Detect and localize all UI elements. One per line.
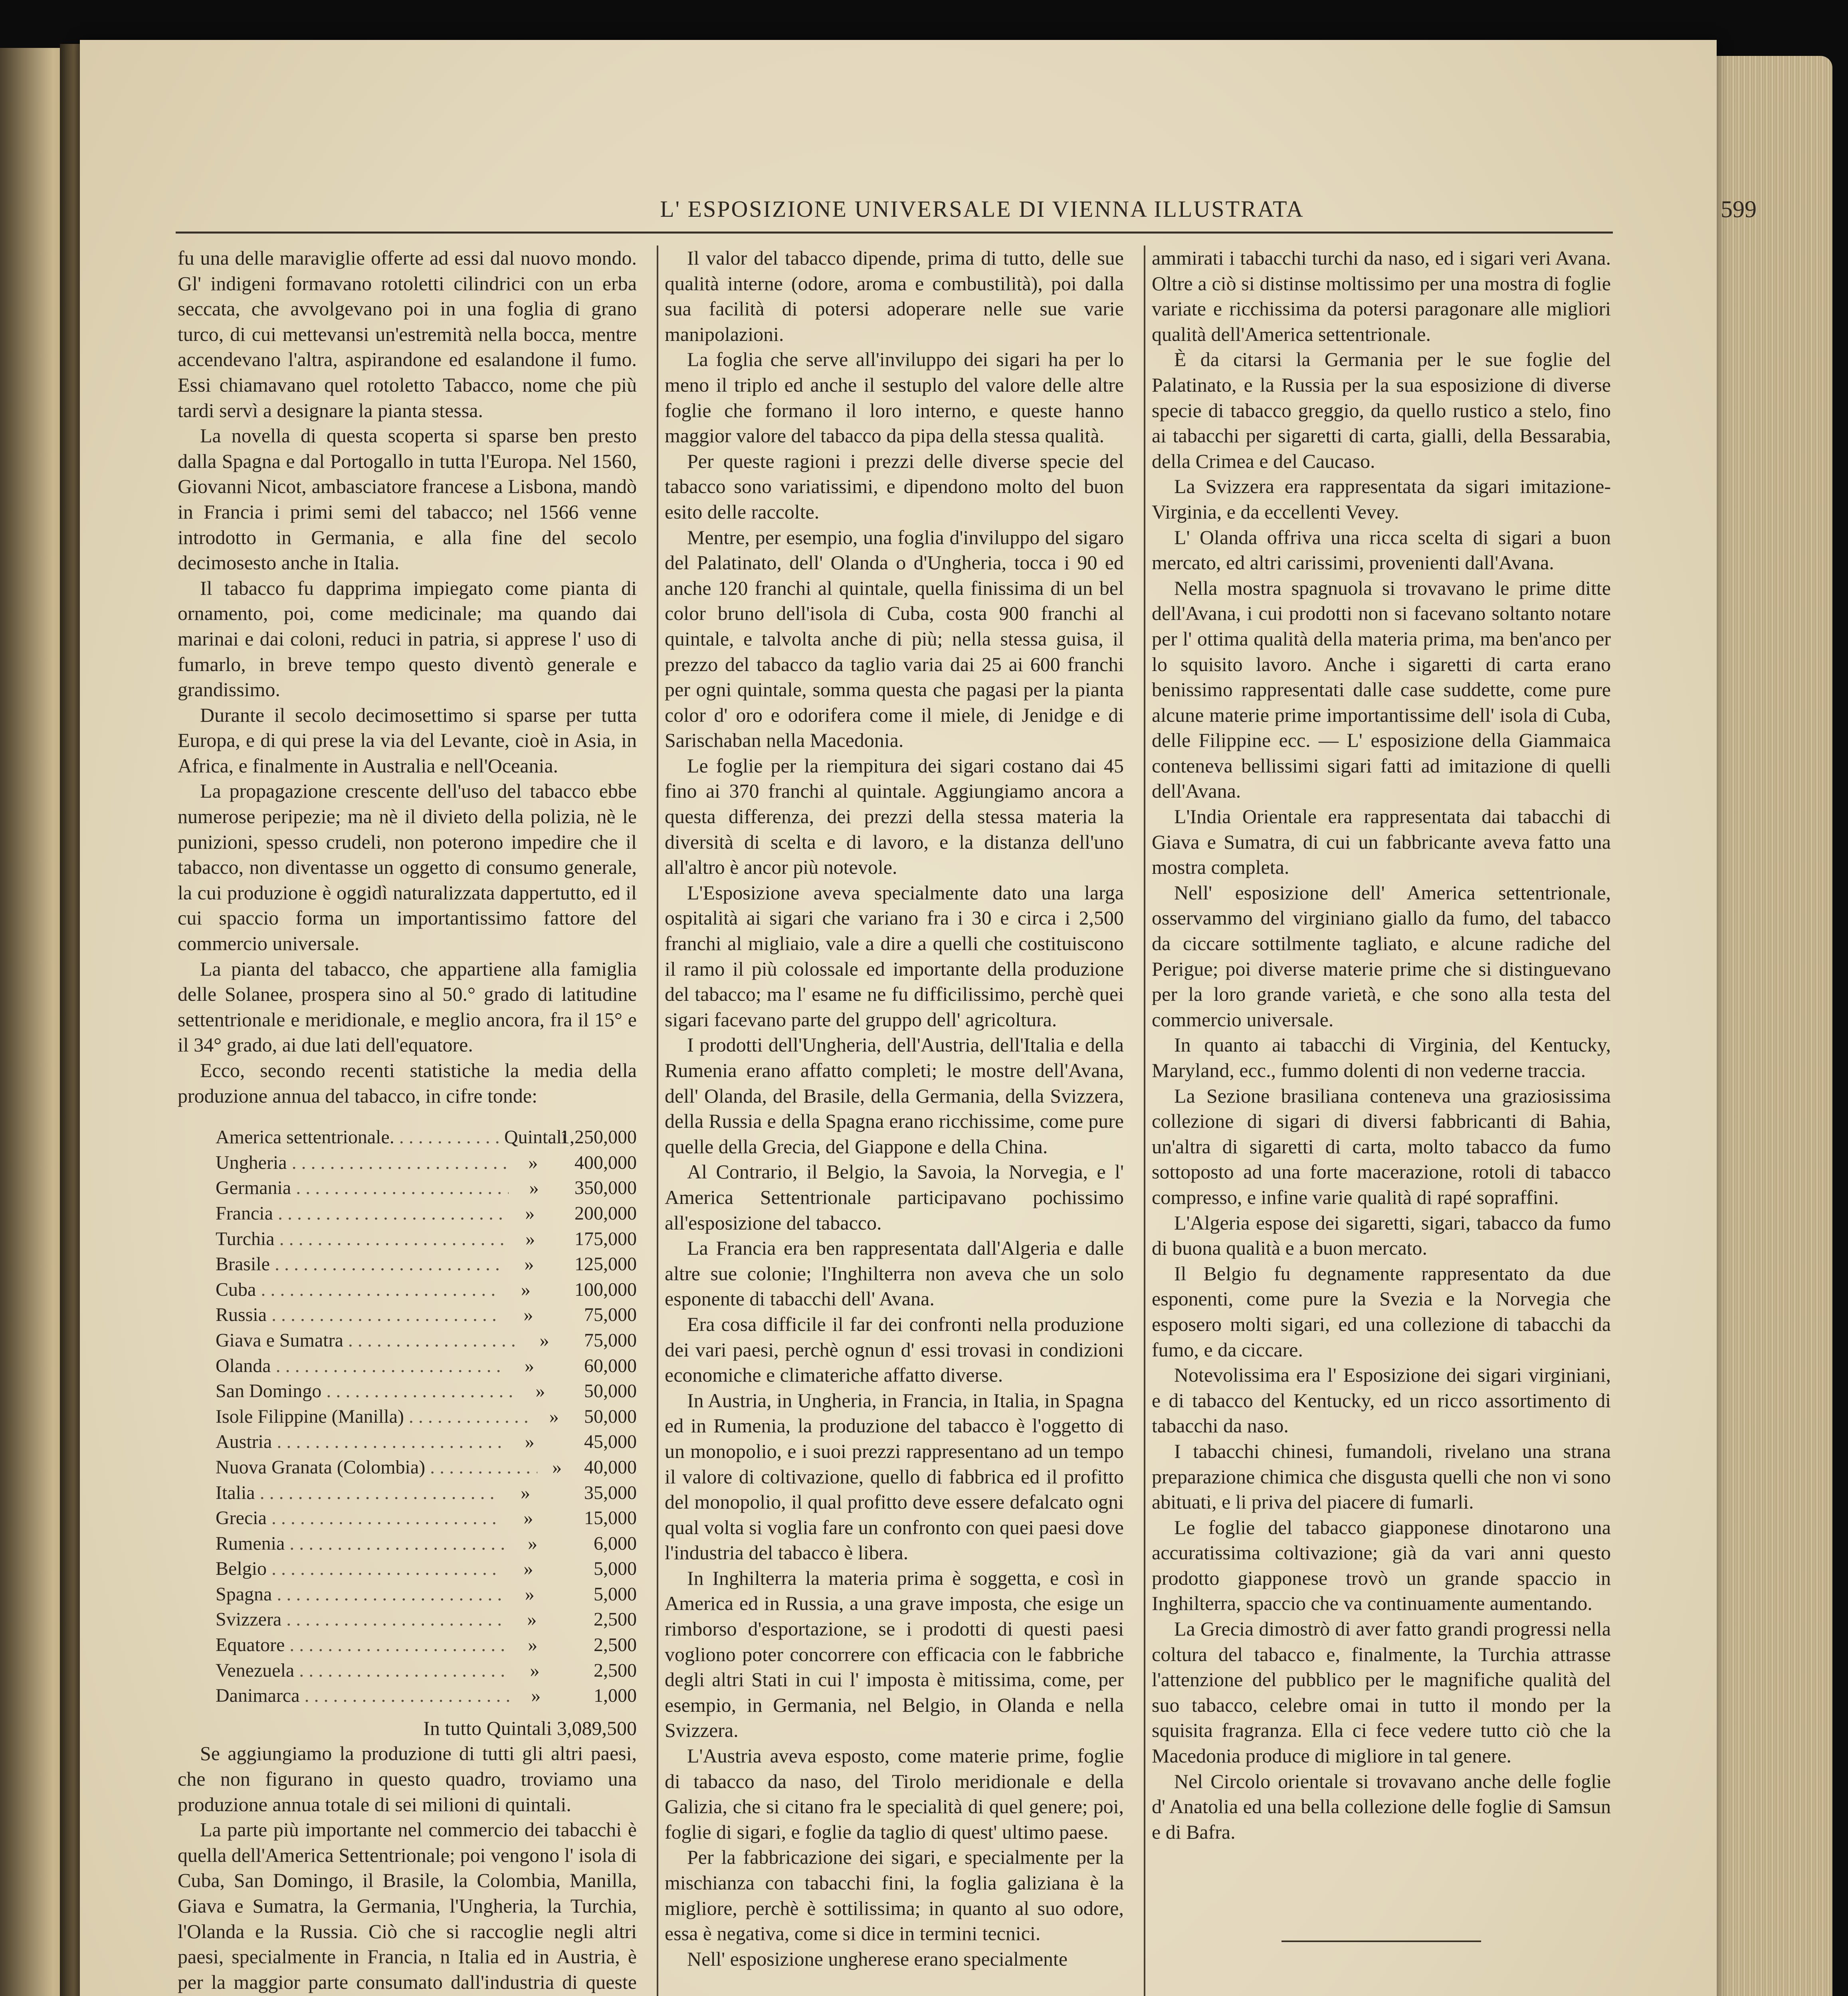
production-value: 2,500 bbox=[594, 1659, 637, 1681]
table-row bbox=[178, 1353, 637, 1379]
production-value: 2,500 bbox=[594, 1634, 637, 1656]
paragraph: Durante il secolo decimosettimo si sparse per tutta Europa, e di qui prese la via del Levante, cioè in Asia, in Africa, e finalmente in Australia e nell'Oceania. bbox=[178, 703, 637, 777]
unit-label: » bbox=[552, 1456, 562, 1478]
unit-label: » bbox=[539, 1329, 549, 1351]
production-value: 45,000 bbox=[584, 1431, 637, 1453]
country-name: Cuba . . . bbox=[216, 1277, 498, 1303]
table-row bbox=[178, 1150, 637, 1176]
paragraph: Le foglie per la riempitura dei sigari costano dai 45 fino ai 370 franchi al quintale. Aggiungiamo ancora a questa differenza, dei prezzi della stessa materia la diversità di scelta e di lavoro, e la distanza dell'uno all'altro è ancor più notevole. bbox=[665, 754, 1124, 879]
table-row bbox=[178, 1251, 637, 1277]
production-value: 50,000 bbox=[584, 1380, 637, 1402]
unit-label: » bbox=[530, 1659, 540, 1681]
paragraph: Era cosa difficile il far dei confronti nella produzione dei vari paesi, perchè ognun d' essi trovasi in condizioni economiche e climateriche affatto diverse. bbox=[665, 1313, 1124, 1386]
paragraph: L'Algeria espose dei sigaretti, sigari, tabacco da fumo di buona qualità e a buon mercato. bbox=[1152, 1211, 1611, 1259]
table-row bbox=[178, 1531, 637, 1556]
paragraph: In Austria, in Ungheria, in Francia, in Italia, in Spagna ed in Rumenia, la produzione del tabacco è l'oggetto di un monopolio, e i suoi prezzi rappresentano ad un tempo il valore di coltivazione, quello di fabbrica ed il profitto del monopolio, il qual profitto deve essere defalcato ogni qual volta si voglia fare un confronto con quei paesi dove l'industria del tabacco è libera. bbox=[665, 1389, 1124, 1564]
country-name: Svizzera . . . bbox=[216, 1607, 506, 1632]
unit-label: » bbox=[525, 1583, 535, 1605]
paragraph: L'Esposizione aveva specialmente dato una larga ospitalità ai sigari che variano fra i 30 e circa i 2,500 franchi al migliaio, vale a dire a quelli che costituiscono il ramo il più colossale ed importante della produzione del tabacco; ma l' esame ne fu difficilissimo, perchè quei sigari facevano parte del gruppo dell' agricoltura. bbox=[665, 881, 1124, 1031]
tobacco-production-table bbox=[178, 1125, 637, 1709]
production-value: 50,000 bbox=[584, 1406, 637, 1427]
page-header bbox=[599, 188, 1757, 236]
paragraph: Notevolissima era l' Esposizione dei sigari virginiani, e di tabacco del Kentucky, ed un ricco assortimento di tabacchi da naso. bbox=[1152, 1364, 1611, 1437]
paragraph: Al Contrario, il Belgio, la Savoia, la Norvegia, e l' America Settentrionale participavano pochissimo all'esposizione del tabacco. bbox=[665, 1160, 1124, 1234]
country-name: Russia . . . bbox=[216, 1302, 502, 1328]
table-row bbox=[178, 1404, 637, 1430]
country-name: Isole Filippine (Manilla) . . . bbox=[216, 1404, 534, 1430]
unit-label: » bbox=[527, 1609, 537, 1630]
book-page bbox=[80, 40, 1757, 1996]
text-column-2 bbox=[665, 246, 1124, 1972]
production-value: 60,000 bbox=[584, 1355, 637, 1376]
column-1-paragraphs bbox=[178, 246, 637, 1109]
production-value: 75,000 bbox=[584, 1304, 637, 1326]
country-name: Rumenia . . . bbox=[216, 1531, 507, 1556]
text-column-1 bbox=[178, 246, 637, 1996]
column-divider bbox=[657, 246, 658, 1996]
unit-label: » bbox=[528, 1634, 538, 1656]
country-name: Nuova Granata (Colombia) . . . bbox=[216, 1455, 537, 1480]
paragraph: Ecco, secondo recenti statistiche la media della produzione annua del tabacco, in cifre tonde: bbox=[178, 1059, 637, 1107]
production-value: 40,000 bbox=[584, 1456, 637, 1478]
paragraph: La Francia era ben rappresentata dall'Algeria e dalle altre sue colonie; l'Inghilterra non aveva che un solo esponente di tabacchi dell' Avana. bbox=[665, 1237, 1124, 1310]
country-name: America settentrionale. . . . bbox=[216, 1125, 504, 1150]
production-value: 350,000 bbox=[574, 1177, 637, 1199]
unit-label: » bbox=[523, 1507, 533, 1529]
paragraph: In Inghilterra la materia prima è soggetta, e così in America ed in Russia, a una grave imposta, che esige un rimborso d'esportazione, se i prodotti di questi paesi vogliono poter concorrere con efficacia con le fabbriche degli altri Stati in cui l' imposta è mitissima, come, per esempio, in Germania, nel Belgio, in Olanda e nella Svizzera. bbox=[665, 1566, 1124, 1742]
unit-label: » bbox=[525, 1228, 535, 1249]
paragraph: Nel Circolo orientale si trovavano anche delle foglie d' Anatolia ed una bella collezione delle foglie di Samsun e di Bafra. bbox=[1152, 1770, 1611, 1843]
paragraph: La Grecia dimostrò di aver fatto grandi progressi nella coltura del tabacco e, finalmente, la Turchia attrasse l'attenzione del pubblico per le magnifiche qualità del suo tabacco, celebre omai in tutto il mondo per la squisita fragranza. Ella ci fece vedere tutto ciò che la Macedonia produce di migliore in tal genere. bbox=[1152, 1618, 1611, 1767]
unit-label: » bbox=[528, 1152, 538, 1173]
unit-label: » bbox=[523, 1304, 533, 1326]
paragraph: Per la fabbricazione dei sigari, e specialmente per la mischianza con tabacchi fini, la foglia galiziana è la migliore, perchè è sottilissima; in quanto al suo odore, essa è negativa, come si dice in termini tecnici. bbox=[665, 1846, 1124, 1945]
production-value: 175,000 bbox=[574, 1228, 637, 1249]
country-name: Turchia . . . bbox=[216, 1226, 504, 1252]
text-column-3 bbox=[1152, 246, 1611, 1942]
table-row bbox=[178, 1607, 637, 1632]
paragraph: Se aggiungiamo la produzione di tutti gli altri paesi, che non figurano in questo quadro, troviamo una produzione annua totale di sei milioni di quintali. bbox=[178, 1742, 637, 1816]
header-rule bbox=[176, 232, 1613, 234]
production-value: 6,000 bbox=[593, 1533, 637, 1554]
paragraph: fu una delle maraviglie offerte ad essi dal nuovo mondo. Gl' indigeni formavano rotoletti cilindrici con un erba seccata, che avvolgevano poi in una foglia di grano turco, di cui mettevansi un'estremità nella bocca, mentre accendevano l'altra, aspirandone ed esalandone il fumo. Essi chiamavano quel rotoletto Tabacco, nome che più tardi servì a designare la pianta stessa. bbox=[178, 247, 637, 422]
paragraph: ammirati i tabacchi turchi da naso, ed i sigari veri Avana. Oltre a ciò si distinse moltissimo per una mostra di foglie variate e ricchissima da potersi paragonare alle migliori qualità dell'America settentrionale. bbox=[1152, 247, 1611, 345]
paragraph: L'Austria aveva esposto, come materie prime, foglie di tabacco da naso, del Tirolo meridionale e della Galizia, che si citano fra le specialità di quel genere; poi, foglie di sigari, e foglie da taglio di quest' ultimo paese. bbox=[665, 1745, 1124, 1843]
country-name: Giava e Sumatra . . . bbox=[216, 1328, 522, 1353]
paragraph: L' Olanda offriva una ricca scelta di sigari a buon mercato, ed altri carissimi, provenienti dall'Avana. bbox=[1152, 526, 1611, 574]
table-row bbox=[178, 1683, 637, 1709]
unit-label: » bbox=[521, 1279, 531, 1300]
paragraph: Nell' esposizione dell' America settentrionale, osservammo del virginiano giallo da fumo, del tabacco da ciccare sottilmente tagliato, e alcune radiche del Perigue; poi diverse materie prime che si distinguevano per la loro grande varietà, e che sono alla testa del commercio universale. bbox=[1152, 881, 1611, 1031]
paragraph: La Sezione brasiliana conteneva una graziosissima collezione di sigari di diversi fabbricanti di Bahia, un'altra di sigaretti di carta, molto tabacco da fumo sottoposto ad una forte macerazione, rotoli di tabacco compresso, e infine varie qualità di rapé sopraffini. bbox=[1152, 1084, 1611, 1208]
table-row bbox=[178, 1302, 637, 1328]
table-row bbox=[178, 1556, 637, 1582]
paragraph: L'India Orientale era rappresentata dai tabacchi di Giava e Sumatra, di cui un fabbricante aveva fatto una mostra completa. bbox=[1152, 805, 1611, 879]
paragraph: Il valor del tabacco dipende, prima di tutto, delle sue qualità interne (odore, aroma e combustilità), poi dalla sua facilità di potersi adoperare nelle sue varie manipolazioni. bbox=[665, 247, 1124, 345]
unit-label: » bbox=[525, 1431, 535, 1453]
unit-label: » bbox=[525, 1202, 535, 1224]
page-stack-edges bbox=[1713, 56, 1832, 1996]
unit-label: » bbox=[549, 1406, 559, 1427]
paragraph: È da citarsi la Germania per le sue foglie del Palatinato, e la Russia per la sua esposizione di diverse specie di tabacco greggio, da quello rustico a stelo, fino ai tabacchi per sigaretti di carta, gialli, della Bessarabia, della Crimea e del Caucaso. bbox=[1152, 348, 1611, 472]
paragraph: La foglia che serve all'inviluppo dei sigari ha per lo meno il triplo ed anche il sestuplo del valore delle altre foglie che formano il loro interno, e queste hanno maggior valore del tabacco da pipa della stessa qualità. bbox=[665, 348, 1124, 447]
country-name: Equatore . . . bbox=[216, 1632, 507, 1658]
end-rule bbox=[1282, 1941, 1481, 1942]
unit-label: Quintali bbox=[504, 1127, 567, 1148]
table-row bbox=[178, 1226, 637, 1252]
paragraph: Per queste ragioni i prezzi delle diverse specie del tabacco sono variatissimi, e dipendono molto del buon esito delle raccolte. bbox=[665, 449, 1124, 523]
table-row bbox=[178, 1455, 637, 1480]
table-row bbox=[178, 1277, 637, 1303]
production-value: 15,000 bbox=[584, 1507, 637, 1529]
production-value: 1,250,000 bbox=[560, 1127, 637, 1148]
table-row bbox=[178, 1658, 637, 1683]
production-value: 100,000 bbox=[574, 1279, 637, 1300]
production-value: 35,000 bbox=[584, 1482, 637, 1503]
country-name: Grecia . . . bbox=[216, 1505, 502, 1531]
paragraph: I prodotti dell'Ungheria, dell'Austria, dell'Italia e della Rumenia erano affatto completi; le mostre dell'Avana, dell' Olanda, del Brasile, della Germania, della Svizzera, della Russia e della Spagna erano ricchissime, come pure quelle della Grecia, del Giappone e della China. bbox=[665, 1034, 1124, 1158]
production-total: In tutto Quintali 3,089,500 bbox=[423, 1717, 637, 1739]
paragraph: In quanto ai tabacchi di Virginia, del Kentucky, Maryland, ecc., fummo dolenti di non vederne traccia. bbox=[1152, 1034, 1611, 1081]
paragraph: La parte più importante nel commercio dei tabacchi è quella dell'America Settentrionale; poi vengono l' isola di Cuba, San Domingo, il Brasile, la Colombia, Manilla, Giava e Sumatra, la Germania, l'Ungheria, la Turchia, l'Olanda e la Russia. Ciò che si raccoglie negli altri paesi, specialmente in Francia, n Italia ed in Austria, è per la maggior parte consumato dall'industria di queste bbox=[178, 1818, 637, 1993]
country-name: Italia . . . bbox=[216, 1480, 498, 1506]
production-value: 5,000 bbox=[594, 1583, 637, 1605]
table-row bbox=[178, 1175, 637, 1201]
paragraph: Le foglie del tabacco giapponese dinotarono una accuratissima coltivazione; già da vari anni questo prodotto giapponese trovò un grande spaccio in Inghilterra, spaccio che va continuamente aumentando. bbox=[1152, 1516, 1611, 1615]
country-name: Danimarca . . . bbox=[216, 1683, 511, 1709]
paragraph: Il tabacco fu dapprima impiegato come pianta di ornamento, poi, come medicinale; ma quando dai marinai e dai coloni, reduci in patria, si appresе l' uso di fumarlo, in breve tempo questo diventò generale e grandissimo. bbox=[178, 576, 637, 701]
production-value: 125,000 bbox=[574, 1253, 637, 1275]
paragraph: La propagazione crescente dell'uso del tabacco ebbe numerose peripezie; ma nè il divieto della polizia, nè le punizioni, spesso crudeli, non poterono impedire che il tabacco, non diventasse un oggetto di consumo generale, la cui produzione è oggidì naturalizzata dappertutto, ed il cui spaccio forma un importantissimo fattore del commercio universale. bbox=[178, 780, 637, 955]
table-row bbox=[178, 1429, 637, 1455]
paragraph: La Svizzera era rappresentata da sigari imitazione-Virginia, e da eccellenti Vevey. bbox=[1152, 475, 1611, 523]
table-row bbox=[178, 1582, 637, 1607]
unit-label: » bbox=[529, 1177, 539, 1199]
unit-label: » bbox=[535, 1380, 545, 1402]
page-number: 599 bbox=[1721, 196, 1757, 222]
country-name: Austria . . . bbox=[216, 1429, 503, 1455]
table-row bbox=[178, 1125, 637, 1150]
country-name: Brasile . . . bbox=[216, 1251, 503, 1277]
unit-label: » bbox=[531, 1685, 541, 1707]
production-value: 2,500 bbox=[594, 1609, 637, 1630]
country-name: Olanda . . . bbox=[216, 1353, 503, 1379]
paragraph: I tabacchi chinesi, fumandoli, rivelano una strana preparazione chimica che disgusta quelli che non vi sono abituati, e li priva del piacere di fumarli. bbox=[1152, 1440, 1611, 1513]
table-row bbox=[178, 1505, 637, 1531]
country-name: Francia . . . bbox=[216, 1201, 503, 1226]
paragraph: Nella mostra spagnuola si trovavano le prime ditte dell'Avana, i cui prodotti non si facevano soltanto notare per l' ottima qualità della materia prima, ma ben'anco per lo squisito lavoro. Anche i sigaretti di carta erano benissimo rappresentati dalle case suddette, come pure alcune materie prime importantissime dell' isola di Cuba, delle Filippine ecc. — L' esposizione della Giammaica conteneva bellissimi sigari fatti ad imitazione di quelli dell'Avana. bbox=[1152, 576, 1611, 802]
unit-label: » bbox=[524, 1253, 534, 1275]
production-value: 400,000 bbox=[574, 1152, 637, 1173]
production-value: 1,000 bbox=[594, 1685, 637, 1707]
paragraph: Mentre, per esempio, una foglia d'inviluppo del sigaro del Palatinato, dell' Olanda o d'Ungheria, tocca i 90 ed anche 120 franchi al quintale, quella finissima di un bel color bruno dell'isola di Cuba, costa 900 franchi al quintale, e talvolta anche di più; nella stessa guisa, il prezzo del tabacco da taglio varia dai 25 ai 600 franchi per ogni quintale, somma questa che pagasi per la pianta color d' oro e odorifera come il miele, di Jenidge e di Sarischaban nella Macedonia. bbox=[665, 526, 1124, 752]
unit-label: » bbox=[523, 1558, 533, 1580]
country-name: San Domingo . . . bbox=[216, 1378, 517, 1404]
production-value: 5,000 bbox=[594, 1558, 637, 1580]
column-3-paragraphs bbox=[1152, 246, 1611, 1845]
country-name: Germania . . . bbox=[216, 1175, 509, 1201]
country-name: Belgio . . . bbox=[216, 1556, 502, 1582]
paragraph: La pianta del tabacco, che appartiene alla famiglia delle Solanee, prospera sino al 50.° grado di latitudine settentrionale e meridionale, e meglio ancora, fra il 15° e il 34° grado, ai due lati dell'equatore. bbox=[178, 957, 637, 1056]
table-row bbox=[178, 1378, 637, 1404]
paragraph: La novella di questa scoperta si sparse ben presto dalla Spagna e dal Portogallo in tutta l'Europa. Nel 1560, Giovanni Nicot, ambasciatore francese a Lisbona, mandò in Francia i primi semi del tabacco; nel 1566 venne introdotto in Germania, e alla fine del secolo decimosesto anche in Italia. bbox=[178, 424, 637, 574]
running-title: L' ESPOSIZIONE UNIVERSALE DI VIENNA ILLUSTRATA bbox=[660, 196, 1304, 222]
table-row bbox=[178, 1632, 637, 1658]
production-value: 75,000 bbox=[584, 1329, 637, 1351]
unit-label: » bbox=[520, 1482, 530, 1503]
column-divider bbox=[1144, 246, 1145, 1996]
country-name: Venezuela . . . bbox=[216, 1658, 510, 1683]
production-value: 200,000 bbox=[574, 1202, 637, 1224]
country-name: Ungheria . . . bbox=[216, 1150, 507, 1176]
paragraph: Il Belgio fu degnamente rappresentato da due esponenti, come pure la Svezia e la Norvegia che esposero molti sigari, ed una collezione di tabacchi da fumo, e da ciccare. bbox=[1152, 1262, 1611, 1361]
column-1-paragraphs-after bbox=[178, 1741, 637, 1996]
table-row bbox=[178, 1480, 637, 1506]
unit-label: » bbox=[528, 1533, 538, 1554]
unit-label: » bbox=[524, 1355, 534, 1376]
table-row bbox=[178, 1201, 637, 1226]
table-row bbox=[178, 1328, 637, 1353]
country-name: Spagna . . . bbox=[216, 1582, 503, 1607]
paragraph: Nell' esposizione ungherese erano specialmente bbox=[687, 1947, 1068, 1970]
